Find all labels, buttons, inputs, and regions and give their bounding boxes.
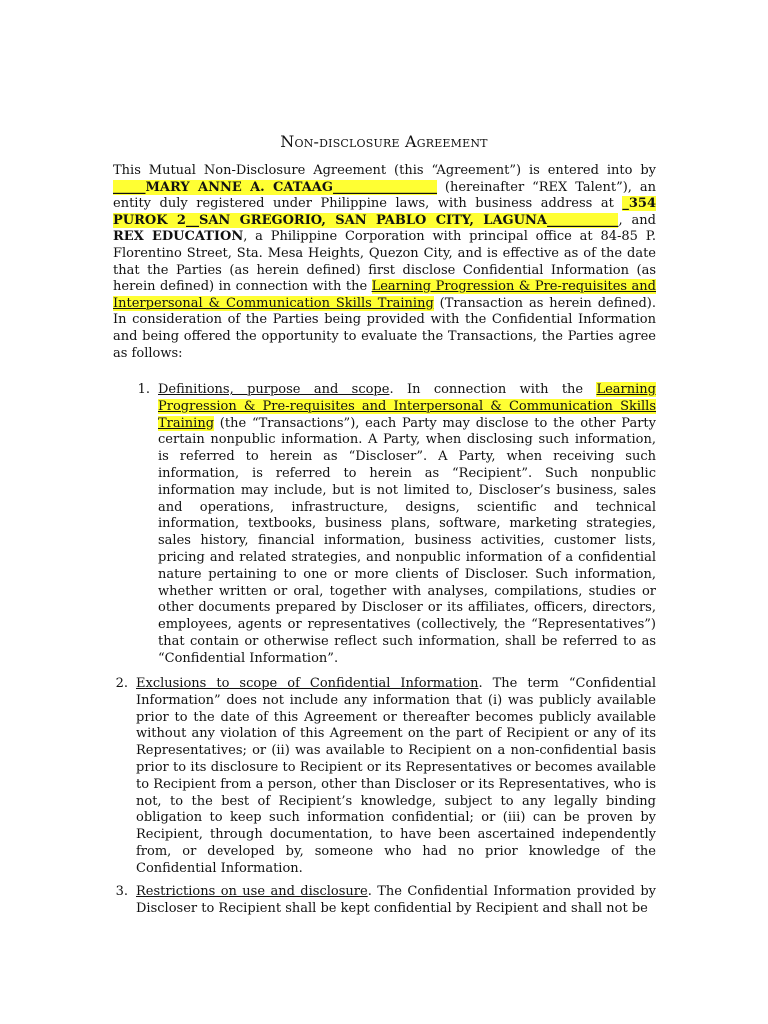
company-name: REX EDUCATION: [113, 229, 244, 245]
document-title: Non-disclosure Agreement: [280, 132, 488, 151]
section-restrictions: [115, 884, 656, 918]
business-address-field: _354 PUROK 2__SAN GREGORIO, SAN PABLO CITY, LAGUNA___________: [113, 196, 656, 228]
intro-text-4: , a Philippine Corporation with principal office at 84-85 P. Florentino Street, Sta. Mesa Heights, Quezon City, and is effective as of the date that the Parties (as herein defined) first disclose Confidential Information (as herein defined) in connection with the: [113, 229, 656, 295]
intro-text-3: , and: [618, 212, 657, 228]
section-number: 1.: [137, 382, 150, 397]
section-text-1: . The term “Confidential Information” does not include any information that (i) was publicly available prior to the date of this Agreement or thereafter becomes publicly available without any violation of this Agreement on the part of Recipient or any of its Representatives; or (ii) was available to Recipient on a non-confidential basis prior to its disclosure to Recipient or its Representatives or becomes available to Recipient from a person, other than Discloser or its Representatives, who is not, to the best of Recipient’s knowledge, subject to any legally binding obligation to keep such information confidential; or (iii) can be proven by Recipient, through documentation, to have been ascertained independently from, or developed by, someone who had no prior knowledge of the Confidential Information.: [136, 676, 656, 876]
program-name-highlight: Learning Progression & Pre-requisites and Interpersonal & Communication Skills Training: [113, 279, 656, 311]
section-body: [158, 382, 656, 668]
section-heading: Restrictions on use and disclosure: [136, 884, 368, 899]
section-heading: Exclusions to scope of Confidential Information: [136, 676, 479, 691]
section-text-1: . The Confidential Information provided by Discloser to Recipient shall be kept confidential by Recipient and shall not be: [136, 884, 656, 916]
program-name-highlight: Learning Progression & Pre-requisites and Interpersonal & Communication Skills Training: [158, 382, 656, 431]
section-body: [136, 676, 656, 878]
party-name-field: _____MARY ANNE A. CATAAG________________: [113, 179, 437, 195]
section-number: 2.: [115, 676, 128, 691]
intro-text-1: This Mutual Non-Disclosure Agreement (this “Agreement”) is entered into by: [113, 163, 656, 178]
section-body: [136, 884, 656, 918]
intro-paragraph: [113, 163, 656, 362]
section-text-1: . In connection with the: [389, 382, 597, 397]
intro-text-2: (hereinafter “REX Talent”), an entity duly registered under Philippine laws, with business address at: [113, 179, 657, 212]
intro-text-5: (Transaction as herein defined). In consideration of the Parties being provided with the Confidential Information and being offered the opportunity to evaluate the Transactions, the Parties agree as follows:: [113, 295, 656, 361]
section-definitions: [137, 382, 656, 668]
section-exclusions: [115, 676, 656, 878]
section-number: 3.: [115, 884, 128, 899]
section-heading: Definitions, purpose and scope: [158, 382, 390, 397]
section-text-2: (the “Transactions”), each Party may disclose to the other Party certain nonpublic information. A Party, when disclosing such information, is referred to herein as “Discloser”. A Party, when receiving such information, is referred to herein as “Recipient”. Such nonpublic information may include, but is not limited to, Discloser’s business, sales and operations, infrastructure, designs, scientific and technical information, textbooks, business plans, software, marketing strategies, sales history, financial information, business activities, customer lists, pricing and related strategies, and nonpublic information of a confidential nature pertaining to one or more clients of Discloser. Such information, whether written or oral, together with analyses, compilations, studies or other documents prepared by Discloser or its affiliates, officers, directors, employees, agents or representatives (collectively, the “Representatives”) that contain or otherwise reflect such information, shall be referred to as “Confidential Information”.: [158, 415, 656, 666]
